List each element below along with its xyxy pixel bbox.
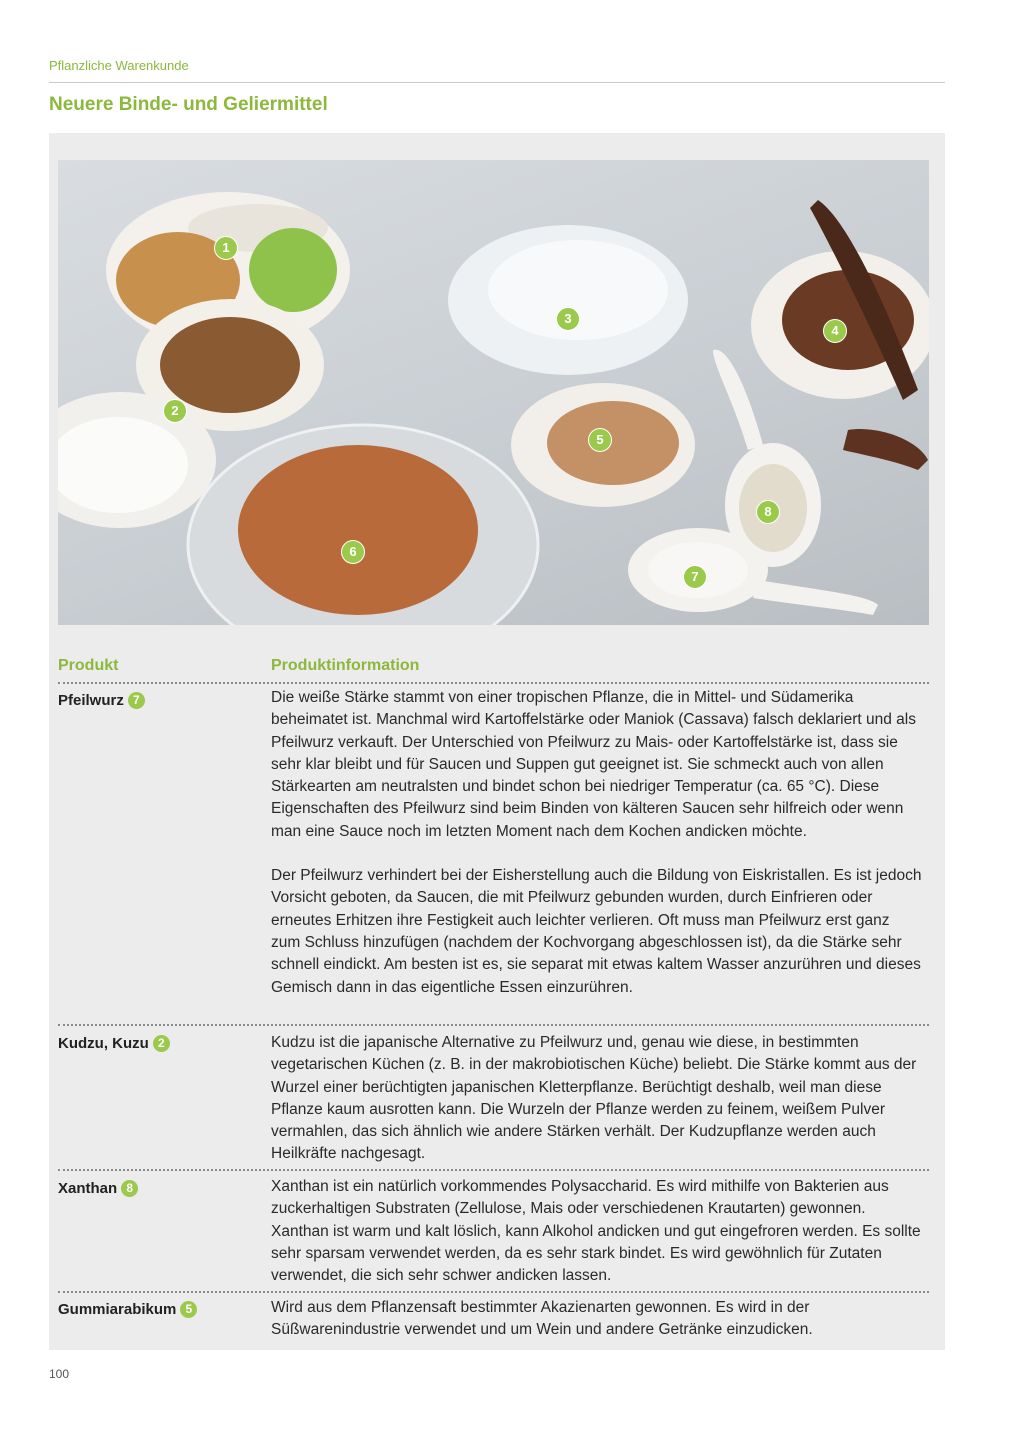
column-header-info: Produktinformation bbox=[271, 657, 420, 674]
product-name bbox=[58, 1035, 170, 1052]
table-divider bbox=[58, 1291, 929, 1293]
header-divider bbox=[49, 82, 945, 83]
photo-ref-badge: 8 bbox=[121, 1180, 138, 1197]
info-paragraph: Kudzu ist die japanische Alternative zu Pfeilwurz und, genau wie diese, in bestimmten vegetarischen Küchen (z. B. in der makrobiotischen Küche) beliebt. Die Stärke kommt aus der Wurzel einer berüchtigten japanischen Kletterpflanze. Berüchtigt deshalb, weil man diese Pflanze kaum ausrotten kann. Die Wurzeln der Pflanze werden zu feinem, weißem Pulver vermahlen, das sich ähnlich wie andere Stärken verhält. Der Kudzupflanze werden auch Heilkräfte nachgesagt. bbox=[271, 1034, 917, 1163]
product-info bbox=[271, 687, 923, 999]
page-number: 100 bbox=[49, 1367, 70, 1381]
page-title: Neuere Binde- und Geliermittel bbox=[49, 94, 328, 115]
photo-ref-badge: 2 bbox=[153, 1035, 170, 1052]
info-paragraph: Xanthan ist ein natürlich vorkommendes Polysaccharid. Es wird mithilfe von Bakterien aus zuckerhaltigen Substraten (Zellulose, Mais oder verschiedenen Krautarten) gewonnen. Xanthan ist warm und kalt löslich, kann Alkohol andicken und gut eingefroren werden. Es sollte sehr sparsam verwendet werden, da es sehr stark bindet. Es wird gewöhnlich für Zutaten verwendet, die sich sehr schwer andicken lassen. bbox=[271, 1178, 921, 1285]
product-label: Gummiarabikum bbox=[58, 1301, 177, 1318]
info-paragraph: Der Pfeilwurz verhindert bei der Eisherstellung auch die Bildung von Eiskristallen. Es ist jedoch Vorsicht geboten, da Saucen, die mit Pfeilwurz gebunden wurden, durch Einfrieren oder erneutes Erhitzen ihre Festigkeit auch leichter verlieren. Oft muss man Pfeilwurz erst ganz zum Schluss hinzufügen (nachdem der Kochvorgang abgeschlossen ist), da die Stärke sehr schnell eindickt. Am besten ist es, sie separat mit etwas kaltem Wasser anzurühren und dieses Gemisch dann in das eigentliche Essen einzurühren. bbox=[271, 867, 922, 996]
photo-marker-3: 3 bbox=[556, 307, 580, 331]
product-info bbox=[271, 1032, 923, 1166]
product-label: Pfeilwurz bbox=[58, 692, 124, 709]
photo-marker-1: 1 bbox=[214, 236, 238, 260]
ingredients-illustration bbox=[58, 160, 929, 625]
ingredients-photo bbox=[58, 160, 929, 625]
running-head: Pflanzliche Warenkunde bbox=[49, 58, 189, 73]
column-header-product: Produkt bbox=[58, 657, 119, 674]
photo-ref-badge: 5 bbox=[180, 1301, 197, 1318]
product-info bbox=[271, 1176, 923, 1287]
photo-marker-5: 5 bbox=[588, 428, 612, 452]
photo-marker-8: 8 bbox=[756, 500, 780, 524]
photo-marker-4: 4 bbox=[823, 319, 847, 343]
info-paragraph: Wird aus dem Pflanzensaft bestimmter Akazienarten gewonnen. Es wird in der Süßwarenindustrie verwendet und um Wein und andere Getränke einzudicken. bbox=[271, 1299, 813, 1339]
photo-marker-2: 2 bbox=[163, 399, 187, 423]
photo-marker-7: 7 bbox=[683, 565, 707, 589]
content-panel bbox=[49, 133, 945, 1350]
product-label: Kudzu, Kuzu bbox=[58, 1035, 149, 1052]
product-name bbox=[58, 1301, 197, 1318]
product-name bbox=[58, 692, 145, 709]
table-divider bbox=[58, 1024, 929, 1026]
photo-marker-6: 6 bbox=[341, 540, 365, 564]
product-name bbox=[58, 1180, 138, 1197]
info-paragraph: Die weiße Stärke stammt von einer tropischen Pflanze, die in Mittel- und Südamerika beheimatet ist. Manchmal wird Kartoffelstärke oder Maniok (Cassava) falsch deklariert und als Pfeilwurz verkauft. Der Unterschied von Pfeilwurz zu Mais- oder Kartoffelstärke ist, dass sie sehr klar bleibt und für Saucen und Suppen gut geeignet ist. Sie schmeckt auch von allen Stärkearten am neutralsten und bindet schon bei niedriger Temperatur (ca. 65 °C). Diese Eigenschaften des Pfeilwurz sind beim Binden von kälteren Saucen sehr hilfreich oder wenn man eine Sauce noch im letzten Moment nach dem Kochen andicken möchte. bbox=[271, 689, 916, 840]
table-divider bbox=[58, 682, 929, 684]
photo-ref-badge: 7 bbox=[128, 692, 145, 709]
product-info bbox=[271, 1297, 923, 1342]
table-divider bbox=[58, 1169, 929, 1171]
product-label: Xanthan bbox=[58, 1180, 118, 1197]
